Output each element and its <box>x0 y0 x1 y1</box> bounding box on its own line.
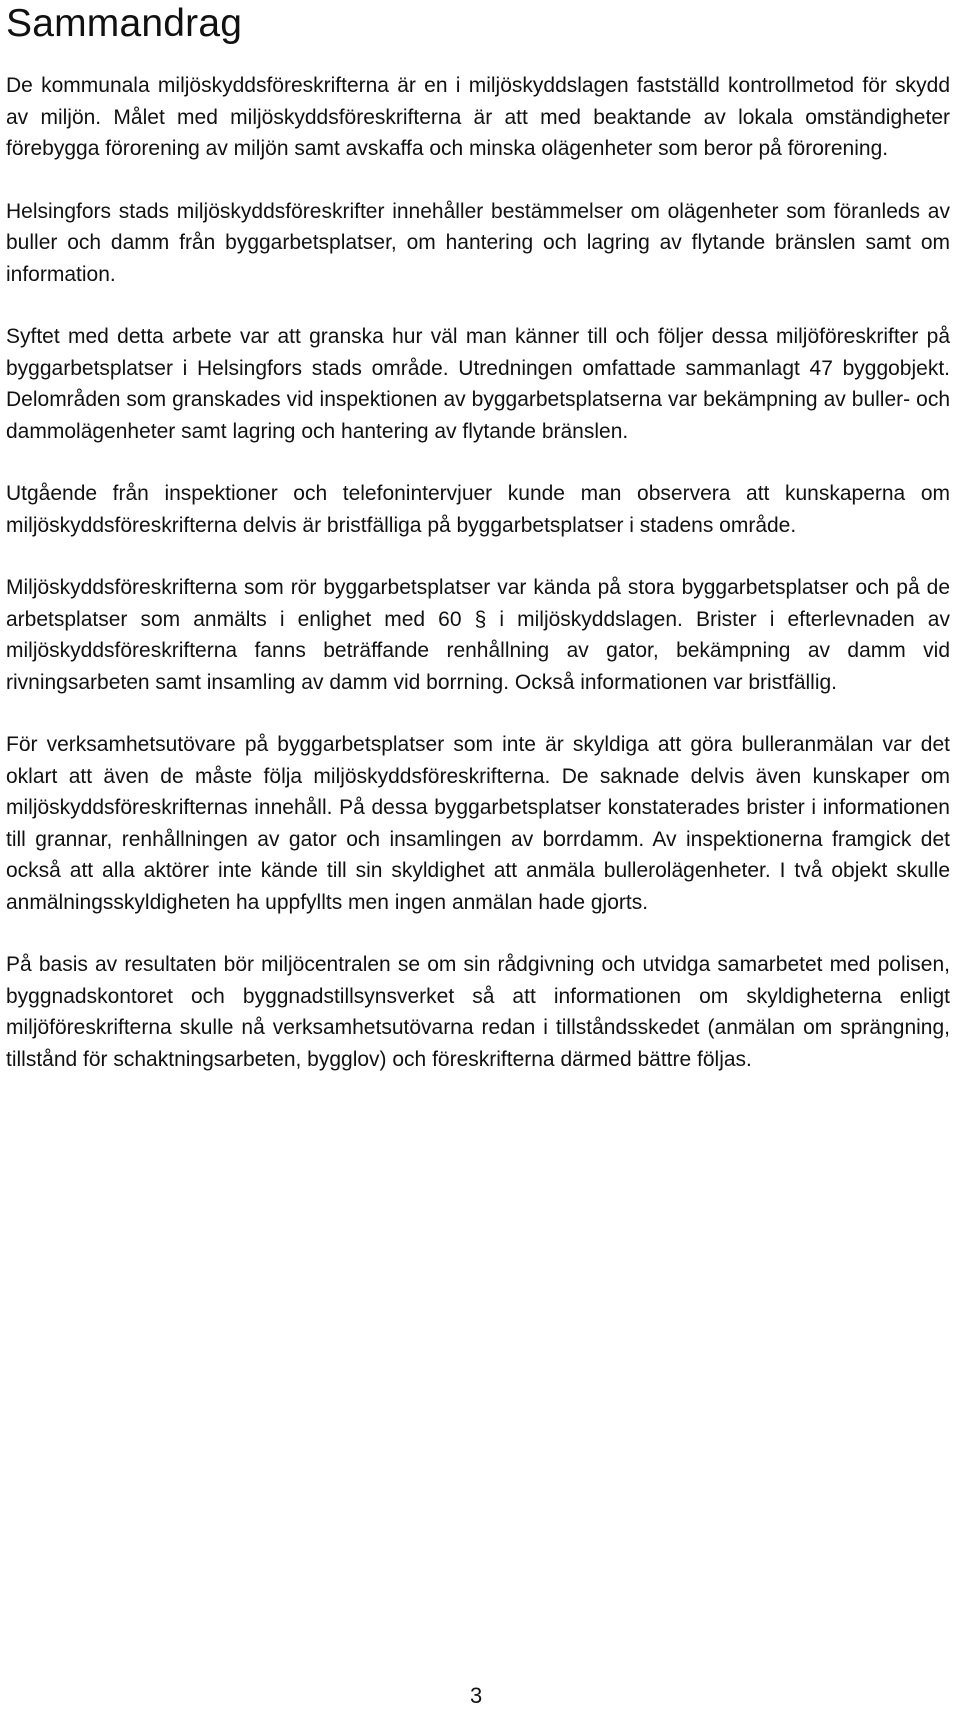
paragraph-5: Miljöskyddsföreskrifterna som rör byggarbetsplatser var kända på stora byggarbetsplatser och på de arbetsplatser som anmälts i enlighet med 60 § i miljöskyddslagen. Brister i efterlevnaden av miljöskyddsföreskrifterna fanns beträffande renhållning av gator, bekämpning av damm vid rivningsarbeten samt insamling av damm vid borrning. Också informationen var bristfällig. <box>6 576 950 694</box>
document-page <box>6 0 950 1106</box>
paragraph-3: Syftet med detta arbete var att granska hur väl man känner till och följer dessa miljöföreskrifter på byggarbetsplatser i Helsingfors stads område. Utredningen omfattade sammanlagt 47 byggobjekt. Delområden som granskades vid inspektionen av byggarbetsplatserna var bekämpning av buller- och dammolägenheter samt lagring och hantering av flytande bränslen. <box>6 325 950 443</box>
body-text <box>6 70 950 1075</box>
paragraph-6: För verksamhetsutövare på byggarbetsplatser som inte är skyldiga att göra bulleranmälan var det oklart att även de måste följa miljöskyddsföreskrifterna. De saknade delvis även kunskaper om miljöskyddsföreskrifternas innehåll. På dessa byggarbetsplatser konstaterades brister i informationen till grannar, renhållningen av gator och insamlingen av borrdamm. Av inspektionerna framgick det också att alla aktörer inte kände till sin skyldighet att anmäla bullerolägenheter. I två objekt skulle anmälningsskyldigheten ha uppfyllts men ingen anmälan hade gjorts. <box>6 733 950 914</box>
paragraph-4: Utgående från inspektioner och telefonintervjuer kunde man observera att kunskaperna om miljöskyddsföreskrifterna delvis är bristfälliga på byggarbetsplatser i stadens område. <box>6 482 950 537</box>
section-heading: Sammandrag <box>6 2 243 45</box>
paragraph-1: De kommunala miljöskyddsföreskrifterna är en i miljöskyddslagen fastställd kontrollmetod för skydd av miljön. Målet med miljöskyddsföreskrifterna är att med beaktande av lokala omständigheter förebygga förorening av miljön samt avskaffa och minska olägenheter som beror på förorening. <box>6 74 950 160</box>
paragraph-7: På basis av resultaten bör miljöcentralen se om sin rådgivning och utvidga samarbetet med polisen, byggnadskontoret och byggnadstillsynsverket så att informationen om skyldigheterna enligt miljöföreskrifterna skulle nå verksamhetsutövarna redan i tillståndsskedet (anmälan om sprängning, tillstånd för schaktningsarbeten, bygglov) och föreskrifterna därmed bättre följas. <box>6 953 950 1071</box>
page-number: 3 <box>470 1683 483 1708</box>
paragraph-2: Helsingfors stads miljöskyddsföreskrifter innehåller bestämmelser om olägenheter som föranleds av buller och damm från byggarbetsplatser, om hantering och lagring av flytande bränslen samt om information. <box>6 199 950 286</box>
